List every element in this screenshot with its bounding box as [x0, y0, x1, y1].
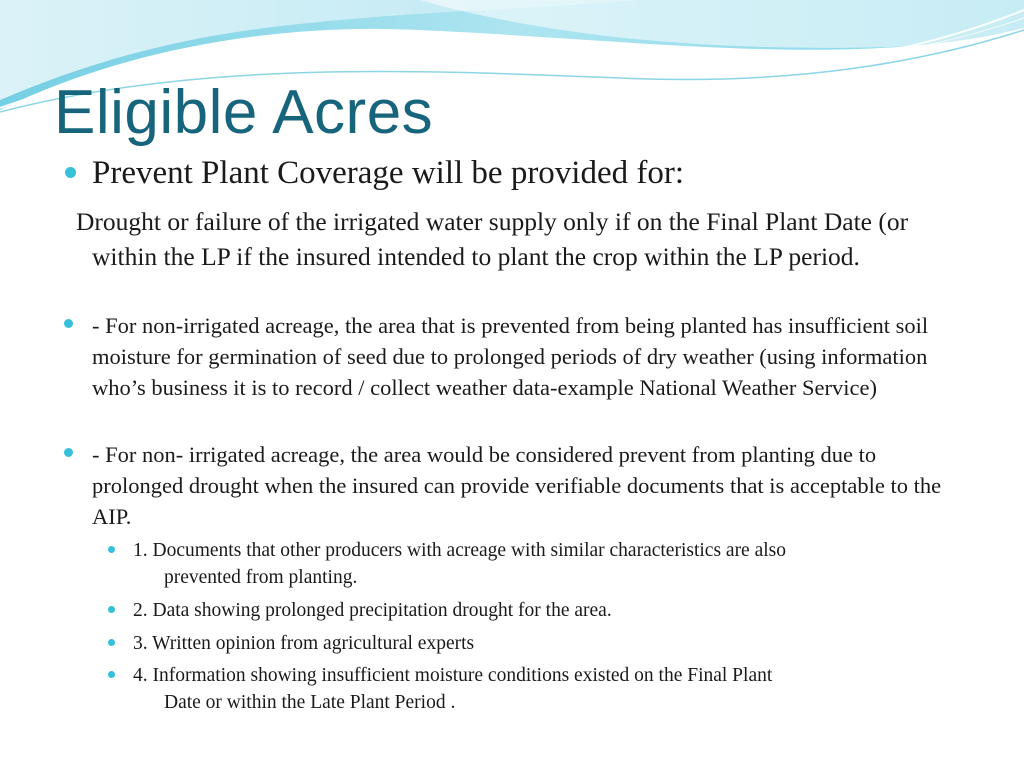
- bullet-dot-icon: [108, 671, 115, 678]
- sub-bullet-item: [133, 630, 963, 657]
- bullet-text: - For non- irrigated acreage, the area would be considered prevent from planting due to prolonged drought when the insured can provide verifiable documents that is acceptable to the AIP.: [92, 442, 942, 529]
- heading-bullet: [92, 154, 992, 192]
- bullet-dot-icon: [108, 639, 115, 646]
- bullet-item: [92, 439, 972, 532]
- heading-bullet-text: Prevent Plant Coverage will be provided for:: [92, 155, 685, 191]
- sub-bullet-text: 4. Information showing insufficient moisture conditions existed on the Final Plant: [133, 665, 773, 686]
- bullet-dot-icon: [64, 448, 73, 457]
- bullet-dot-icon: [64, 319, 73, 328]
- sub-bullet-text: 1. Documents that other producers with acreage with similar characteristics are also: [133, 540, 787, 561]
- sub-bullet-continuation: prevented from planting.: [164, 567, 358, 588]
- sub-bullet-text: 3. Written opinion from agricultural experts: [133, 633, 475, 654]
- bullet-item: [92, 310, 972, 403]
- sub-bullet-continuation: Date or within the Late Plant Period .: [164, 692, 456, 713]
- bullet-dot-icon: [65, 167, 76, 178]
- sub-bullet-item: [133, 537, 963, 591]
- bullet-text: - For non-irrigated acreage, the area that is prevented from being planted has insufficient soil moisture for germination of seed due to prolonged periods of dry weather (using information who’s business it is to record / collect weather data-example National Weather Service): [92, 313, 929, 400]
- bullet-dot-icon: [108, 606, 115, 613]
- sub-bullet-item: [133, 662, 963, 716]
- slide-title: Eligible Acres: [54, 78, 434, 147]
- sub-bullet-item: [133, 597, 963, 624]
- sub-bullet-text: 2. Data showing prolonged precipitation drought for the area.: [133, 600, 612, 621]
- bullet-dot-icon: [108, 546, 115, 553]
- intro-paragraph: Drought or failure of the irrigated water supply only if on the Final Plant Date (or within the LP if the insured intended to plant the crop within the LP period.: [76, 207, 909, 271]
